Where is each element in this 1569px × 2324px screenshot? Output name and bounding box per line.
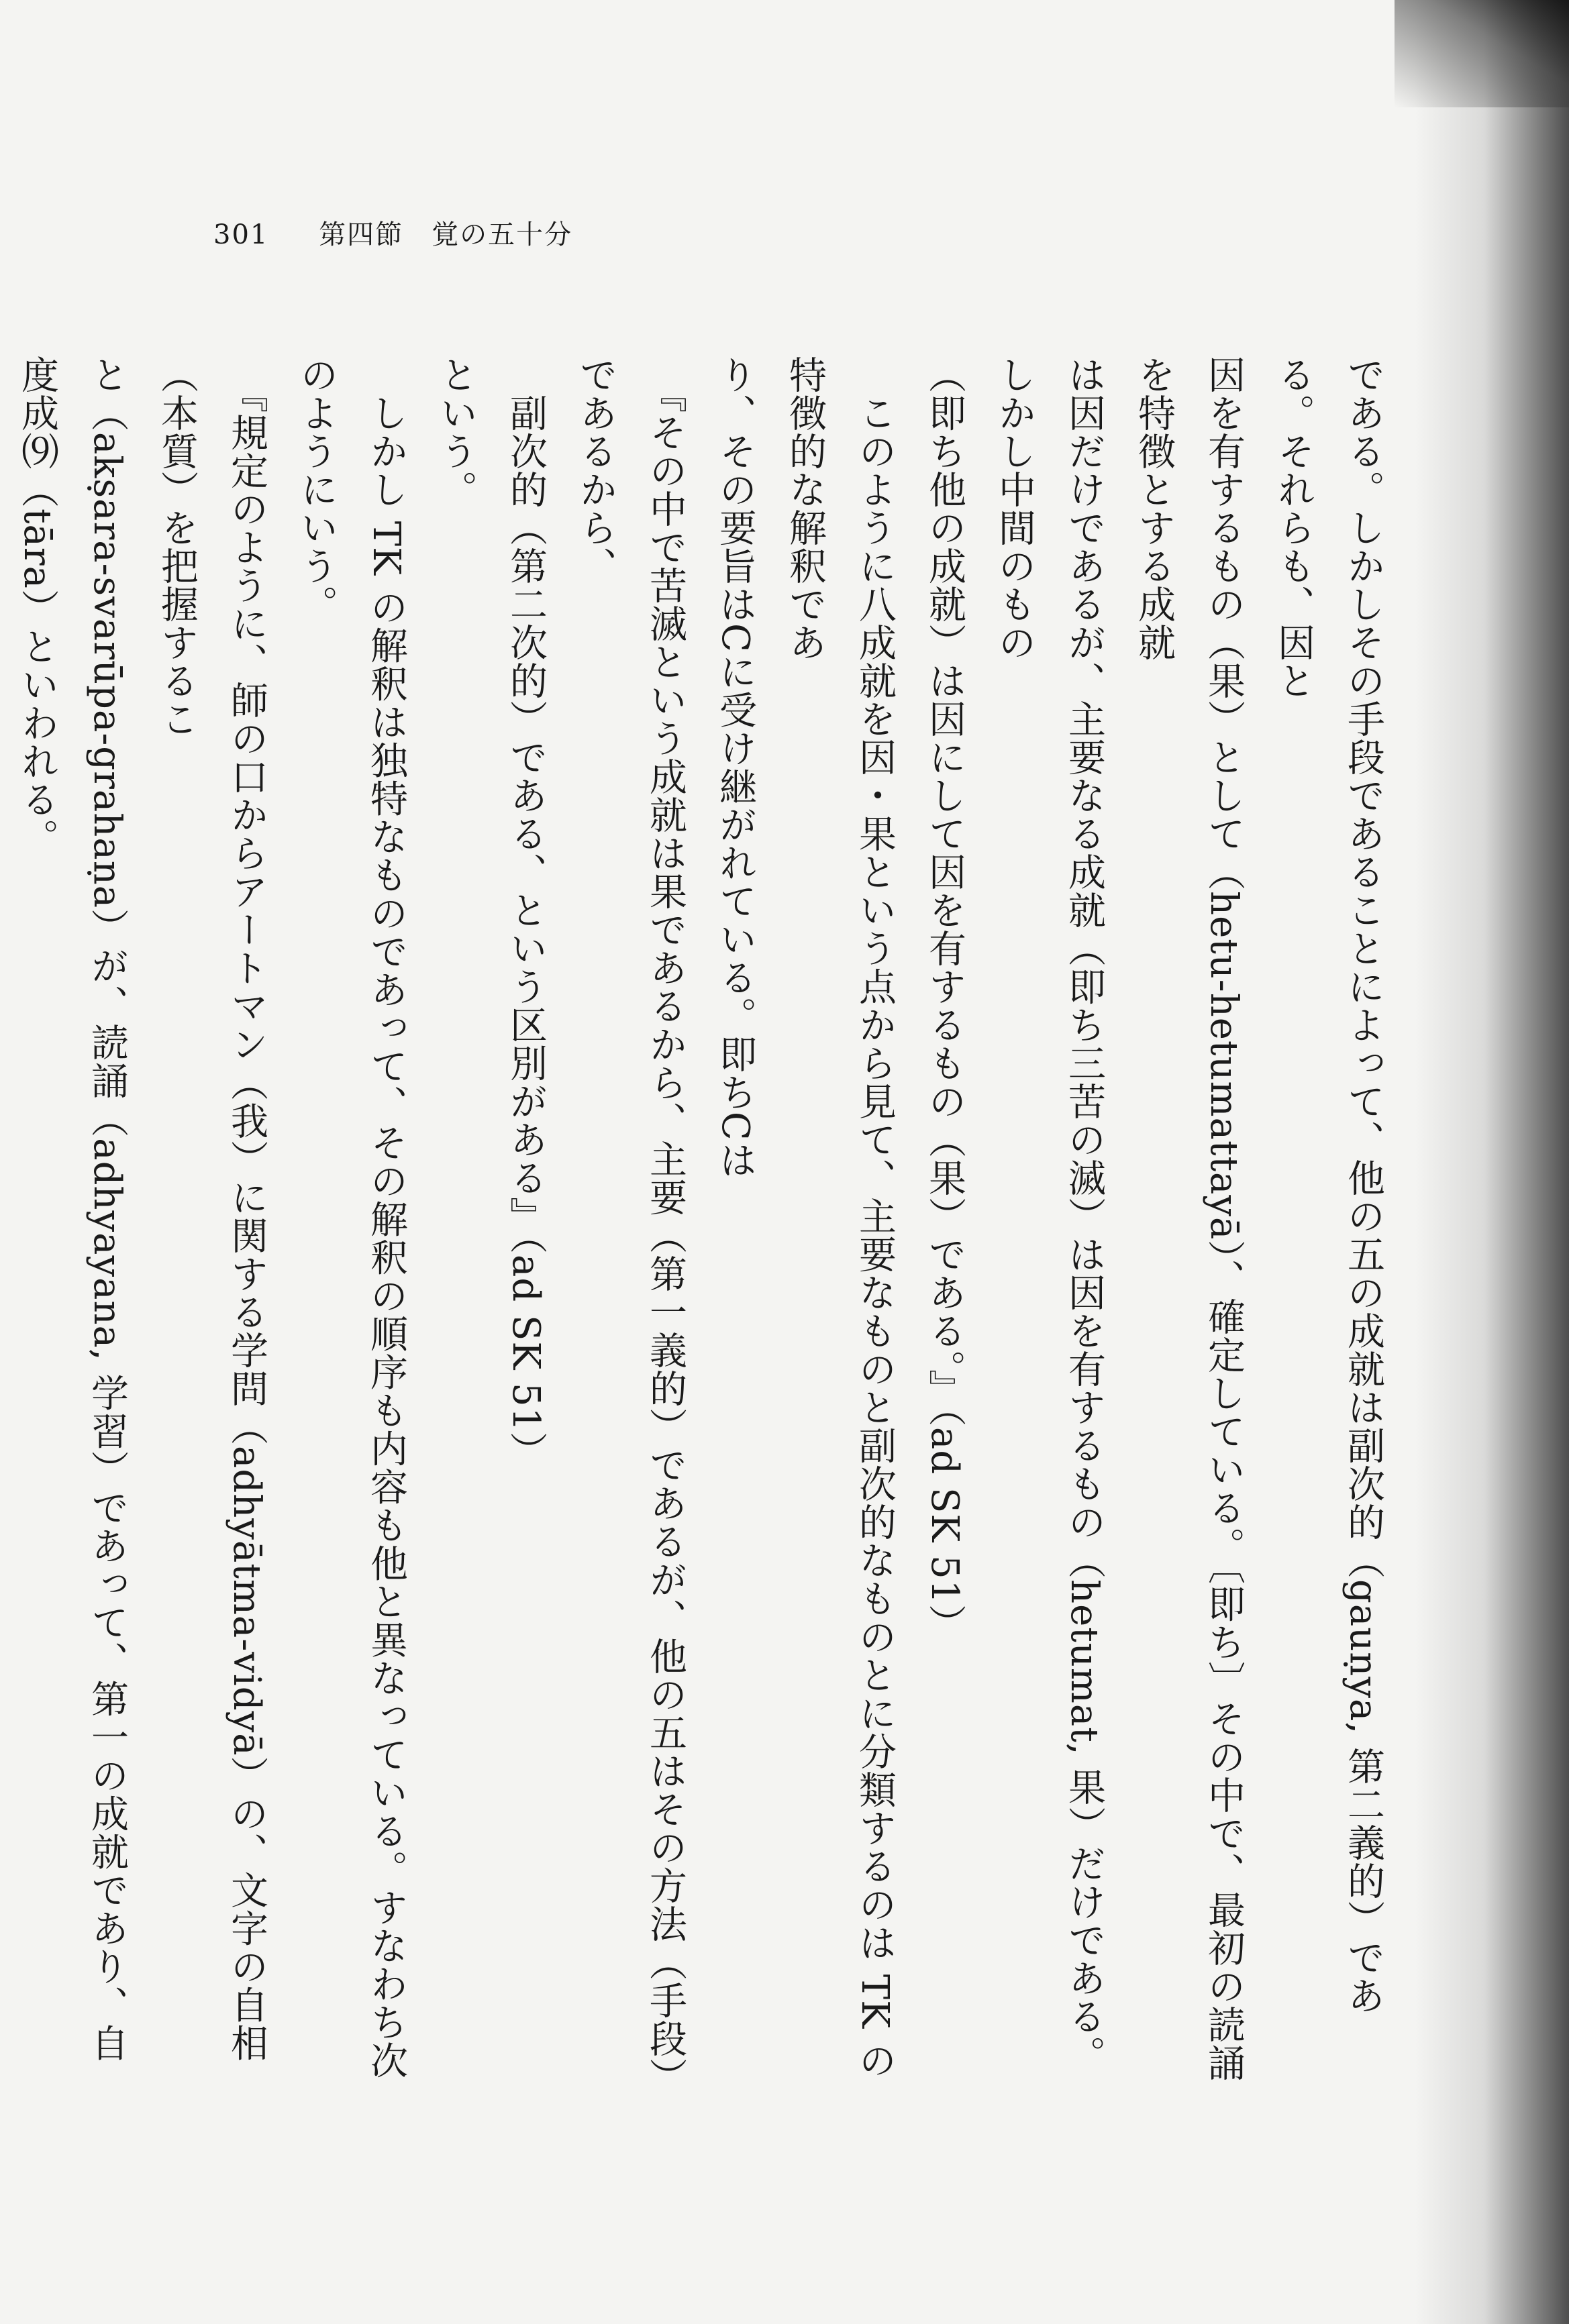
text-line: このように八成就を因・果という点から見て、主要なものと副次的なものとに分類するのは TK の特徴的な解釈であ [783, 356, 897, 2080]
page-edge-shadow [1415, 0, 1569, 2324]
text-line: である。しかしその手段であることによって、他の五の成就は副次的（gauṇya, 第二義的）である。それらも、因と [1272, 356, 1385, 2015]
page-corner-shadow [1395, 0, 1569, 107]
text-line [0, 356, 2, 2087]
text-line: という。 [434, 356, 478, 509]
text-line: と（akṣara-svarūpa-grahaṇa）が、読誦（adhyayana, 学習）であって、第一の成就であり、自度成⑼（tāra）といわれる。 [15, 356, 129, 2062]
section-title: 第四節 覚の五十分 [319, 219, 573, 250]
text-line: 因を有するもの（果）として（hetu-hetumattayā）、確定している。〔即ち〕その中で、最初の読誦を特徴とする成就 [1132, 356, 1246, 2082]
text-line: は因だけであるが、主要なる成就（即ち三苦の滅）は因を有するもの（hetumat, 果）だけである。しかし中間のもの [993, 356, 1106, 2074]
text-line: り、その要旨はCに受け継がれている。即ちCは [713, 356, 757, 1179]
text-line: （即ち他の成就）は因にして因を有するもの（果）である。』（ad SK 51） [923, 356, 966, 1643]
running-header [213, 213, 572, 252]
body-text [15, 356, 1398, 2087]
text-line: 『規定のように、師の口からアートマン（我）に関する学問（adhyātma-vidyā）の、文字の自相（本質）を把握するこ [155, 356, 268, 2062]
text-line: 『その中で苦滅という成就は果であるから、主要（第一義的）であるが、他の五はその方法（手段）であるから、 [574, 356, 687, 2077]
text-line: しかし TK の解釈は独特なものであって、その解釈の順序も内容も他と異なっている。すなわち次のようにいう。 [295, 356, 408, 2080]
text-line: 副次的（第二次的）である、という区別がある』（ad SK 51） [504, 356, 548, 1471]
page-number: 301 [213, 219, 269, 250]
